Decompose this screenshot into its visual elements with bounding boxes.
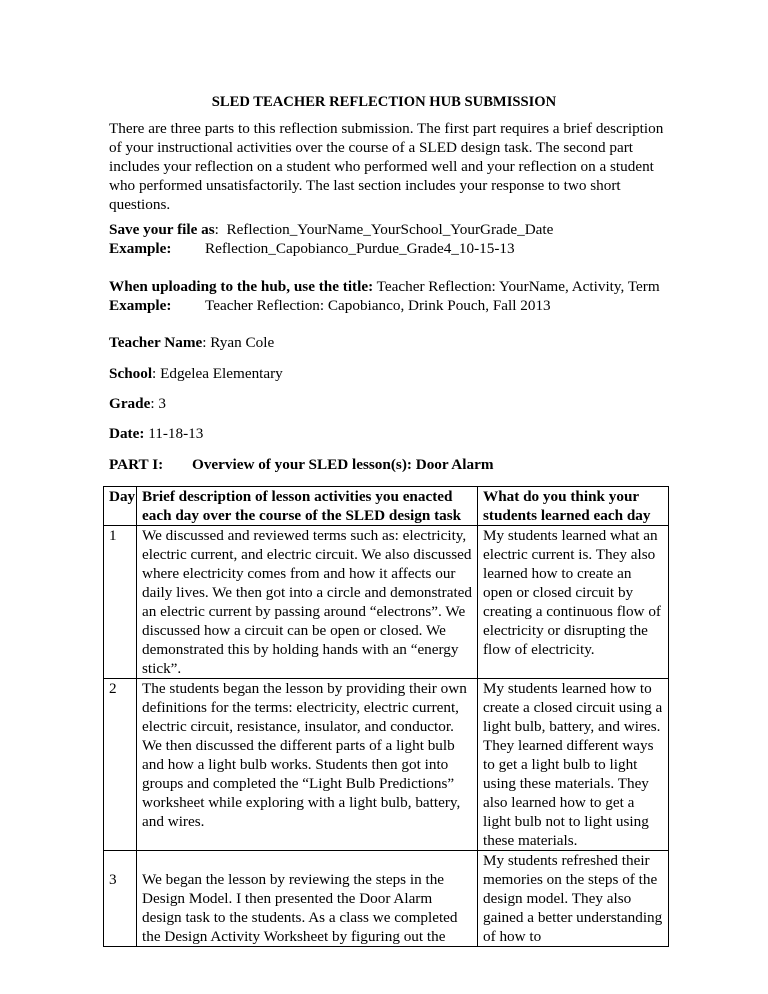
header-day: Day [104,487,137,526]
header-learned: What do you think your students learned each day [478,487,669,526]
school-value: Edgelea Elementary [160,365,283,382]
grade-line: Grade: 3 [109,395,166,412]
upload-title-label: When uploading to the hub, use the title: [109,278,374,295]
day-cell: 1 [104,526,137,679]
school-line: School: Edgelea Elementary [109,365,283,382]
table-row [104,526,669,679]
save-as-line: Save your file as: Reflection_YourName_YourSchool_YourGrade_Date [109,221,554,238]
date-line [109,424,203,443]
grade-label: Grade [109,395,151,412]
learned-cell: My students refreshed their memories on the steps of the design model. They also gained a better understanding of how to [478,851,669,947]
document-title: SLED TEACHER REFLECTION HUB SUBMISSION [211,94,557,110]
part-one-label: PART I: [109,456,164,473]
learned-cell: My students learned how to create a closed circuit using a light bulb, battery, and wires. They learned different ways to get a light bulb to light using these materials. They also learned how to get a light bulb not to light using these materials. [478,679,669,851]
description-cell: We began the lesson by reviewing the steps in the Design Model. I then presented the Door Alarm design task to the students. As a class we completed the Design Activity Worksheet by figuring out the [137,851,478,947]
teacher-name-line: Teacher Name: Ryan Cole [109,334,275,351]
table-header-row [104,487,669,526]
part-one-heading [109,455,493,474]
grade-value: 3 [158,395,166,412]
save-example-label: Example [109,240,167,257]
table-row [104,851,669,947]
save-as-value: Reflection_YourName_YourSchool_YourGrade_Date [226,221,554,238]
school-label: School [109,365,153,382]
table-row [104,679,669,851]
teacher-name-value: Ryan Cole [210,334,275,351]
lesson-overview-table [103,486,669,947]
upload-title-value: Teacher Reflection: YourName, Activity, Term [376,278,660,295]
upload-example-value: Teacher Reflection: Capobianco, Drink Pouch, Fall 2013 [205,297,551,314]
part-one-title: Overview of your SLED lesson(s): Door Alarm [192,456,494,473]
save-example-value: Reflection_Capobianco_Purdue_Grade4_10-15-13 [205,240,515,257]
day-cell: 2 [104,679,137,851]
upload-example-line [109,296,551,315]
save-as-label: Save your file as [109,221,215,238]
upload-title-line [109,277,660,296]
intro-paragraph: There are three parts to this reflection submission. The first part requires a brief description of your instructional activities over the course of a SLED design task. The second part includes your reflection on a student who performed well and your reflection on a student who performed unsatisfactorily. The last section includes your response to two short questions. [109,120,664,213]
save-example-line: Example: Reflection_Capobianco_Purdue_Grade4_10-15-13 [109,240,515,257]
learned-cell: My students learned what an electric current is. They also learned how to create an open or closed circuit by creating a continuous flow of electricity or disrupting the flow of electricity. [478,526,669,679]
date-value: 11-18-13 [148,425,204,442]
upload-example-label: Example: [109,297,172,314]
description-cell: We discussed and reviewed terms such as: electricity, electric current, and electric circuit. We also discussed where electricity comes from and how it affects our daily lives. We then got into a circle and demonstrated an electric current by passing around “electrons”. We discussed how a circuit can be open or closed. We demonstrated this by holding hands with an “energy stick”. [137,526,478,679]
date-label: Date: [109,425,145,442]
teacher-name-label: Teacher Name [109,334,203,351]
day-cell: 3 [104,851,137,947]
header-description: Brief description of lesson activities you enacted each day over the course of the SLED design task [137,487,478,526]
description-cell: The students began the lesson by providing their own definitions for the terms: electricity, electric current, electric circuit, resistance, insulator, and conductor. We then discussed the different parts of a light bulb and how a light bulb works. Students then got into groups and completed the “Light Bulb Predictions” worksheet while exploring with a light bulb, battery, and wires. [137,679,478,851]
